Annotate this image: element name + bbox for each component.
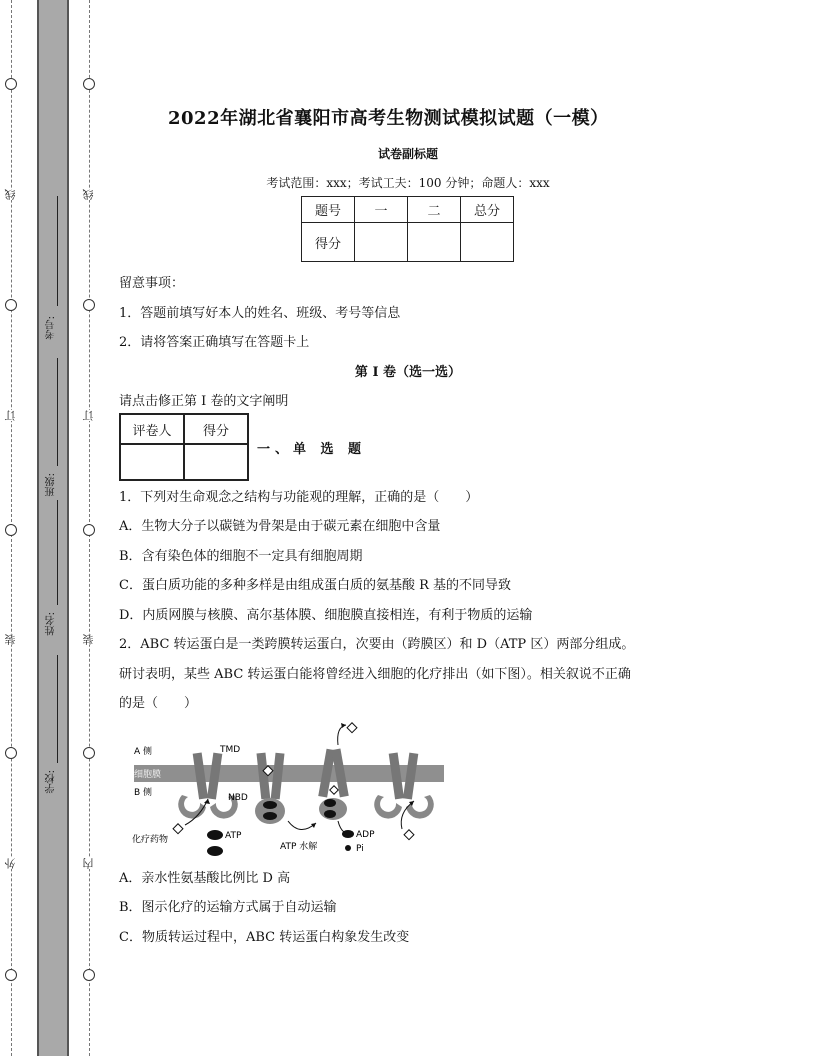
question-1-stem: 1．下列对生命观念之结构与功能观的理解，正确的是（ ） [119, 490, 479, 505]
question-2-stem-line: 研讨表明，某些 ABC 转运蛋白能将曾经进入细胞的化疗排出（如下图）。相关叙说不正确 [119, 667, 631, 682]
binding-hole [83, 747, 95, 759]
exam-subtitle: 试卷副标题 [377, 147, 438, 161]
adp-label: ADP [356, 830, 375, 840]
transporter-state-1 [178, 753, 238, 819]
notes-item: 1．答题前填写好本人的姓名、班级、考号等信息 [119, 306, 401, 321]
question-2-option-b[interactable]: B．图示化疗的运输方式属于自动运输 [119, 900, 337, 915]
section-heading: 一、单 选 题 [257, 442, 367, 457]
grader-cell[interactable] [120, 444, 184, 480]
abc-transporter-diagram [130, 717, 450, 863]
question-2-option-a[interactable]: A．亲水性氨基酸比例比 D 高 [119, 871, 291, 886]
field-label-name: 姓名: [46, 612, 57, 636]
binding-hole [5, 969, 17, 981]
margin-char-wai: 外 [4, 858, 17, 869]
score-row-label: 得分 [302, 223, 355, 262]
drug-diamond-icon [347, 723, 357, 733]
field-line-name[interactable] [57, 500, 58, 605]
question-1-option-c[interactable]: C．蛋白质功能的多种多样是由组成蛋白质的氨基酸 R 基的不同导致 [119, 578, 511, 593]
drug-diamond-icon [404, 830, 414, 840]
notes-item: 2．请将答案正确填写在答题卡上 [119, 335, 310, 350]
margin-char-zhuang: 装 [82, 634, 95, 645]
binding-hole [5, 78, 17, 90]
nbd-label: NBD [228, 793, 248, 803]
binding-hole [5, 299, 17, 311]
binding-hole [83, 524, 95, 536]
margin-char-zhuang: 装 [4, 634, 17, 645]
score-header-cell: 题号 [302, 197, 355, 223]
atp-hydrolysis-label: ATP 水解 [280, 842, 318, 852]
question-1-option-a[interactable]: A．生物大分子以碳链为骨架是由于碳元素在细胞中含量 [119, 519, 441, 534]
exam-info: 考试范围：xxx；考试工夫：100 分钟；命题人：xxx [266, 176, 550, 190]
drug-label: 化疗药物 [132, 835, 169, 845]
field-label-school: 学校: [46, 770, 57, 794]
binding-hole [5, 524, 17, 536]
question-2-stem-line: 2．ABC 转运蛋白是一类跨膜转运蛋白，次要由（跨膜区）和 D（ATP 区）两部分组成。 [119, 637, 635, 652]
grader-table [119, 413, 249, 481]
drug-diamond-icon [173, 824, 183, 834]
score-header-cell: 一 [355, 197, 408, 223]
score-table [301, 196, 514, 262]
tmd-label: TMD [220, 745, 241, 755]
binding-hole [83, 969, 95, 981]
transporter-state-4 [374, 753, 434, 819]
field-line-school[interactable] [57, 655, 58, 763]
atp-molecule [207, 846, 223, 856]
part1-title: 第 I 卷（选一选） [354, 365, 462, 380]
binding-hole [83, 78, 95, 90]
question-1-option-d[interactable]: D．内质网膜与核膜、高尔基体膜、细胞膜直接相连，有利于物质的运输 [119, 608, 533, 623]
grader-header-cell: 得分 [184, 414, 248, 444]
margin-char-xian: 线 [4, 189, 17, 200]
part1-instruction: 请点击修正第 I 卷的文字阐明 [119, 394, 289, 409]
score-cell[interactable] [355, 223, 408, 262]
score-cell[interactable] [461, 223, 514, 262]
pi-molecule [345, 845, 351, 851]
field-label-exam-number: 考号: [46, 316, 57, 340]
pi-label: Pi [356, 844, 364, 854]
side-a-label: A 侧 [134, 747, 153, 757]
grader-cell[interactable] [184, 444, 248, 480]
score-header-cell: 二 [408, 197, 461, 223]
question-1-option-b[interactable]: B．含有染色体的细胞不一定具有细胞周期 [119, 549, 363, 564]
score-header-cell: 总分 [461, 197, 514, 223]
atp-molecule [207, 830, 223, 840]
margin-char-ding: 订 [4, 410, 17, 421]
grader-header-cell: 评卷人 [120, 414, 184, 444]
binding-hole [83, 299, 95, 311]
field-label-class: 班级: [46, 473, 57, 497]
question-2-option-c[interactable]: C．物质转运过程中，ABC 转运蛋白构象发生改变 [119, 930, 410, 945]
exam-title: 2022年湖北省襄阳市高考生物测试模拟试题（一模） [168, 108, 609, 129]
drug-diamond-icon [330, 786, 338, 794]
question-2-stem-line: 的是（ ） [119, 696, 198, 711]
transporter-state-3 [318, 749, 349, 820]
margin-char-nei: 内 [82, 858, 95, 869]
field-line-exam-number[interactable] [57, 196, 58, 306]
transporter-state-2 [255, 753, 285, 824]
atp-label: ATP [225, 831, 242, 841]
score-cell[interactable] [408, 223, 461, 262]
membrane-label: 细胞膜 [134, 770, 162, 780]
margin-char-ding: 订 [82, 410, 95, 421]
binding-hole [5, 747, 17, 759]
margin-char-xian: 线 [82, 189, 95, 200]
side-b-label: B 侧 [134, 788, 153, 798]
notes-heading: 留意事项： [119, 276, 185, 291]
